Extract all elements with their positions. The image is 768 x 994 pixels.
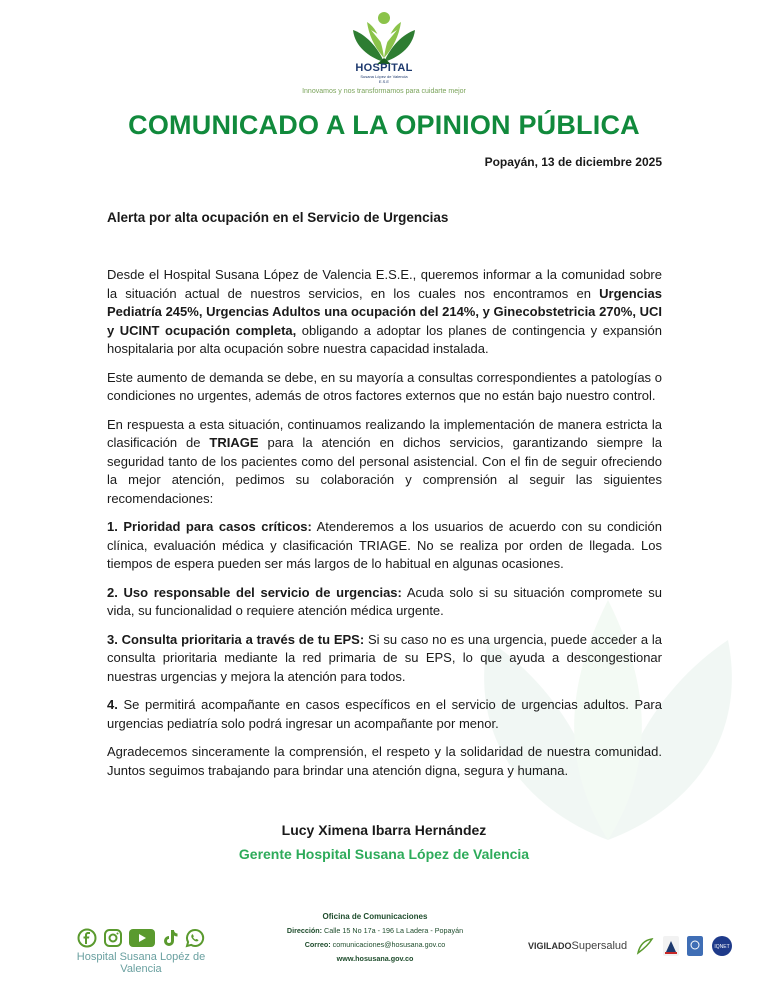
subject-heading: Alerta por alta ocupación en el Servicio de Urgencias (107, 210, 449, 225)
footer-hospital-name: Hospital Susana Lopéz de Valencia (76, 951, 206, 975)
office-name: Oficina de Comunicaciones (322, 912, 428, 921)
footer-social (56, 928, 226, 975)
tagline: Innovamos y nos transformamos para cuidarte mejor (302, 88, 466, 95)
youtube-icon[interactable] (129, 929, 155, 947)
hospital-logo (0, 8, 768, 95)
recommendation-1: 1. Prioridad para casos críticos: Atenderemos a los usuarios de acuerdo con su condición clínica, evaluación médica y clasificación TRIAGE. No se realiza por orden de llegada. Los tiempos de espera pueden ser más largos de lo habitual en algunas ocasiones. (107, 519, 663, 571)
signature-role: Gerente Hospital Susana López de Valencia (238, 846, 530, 862)
recommendation-3: 3. Consulta prioritaria a través de tu EPS: Si su caso no es una urgencia, puede acceder a la consulta prioritaria mediante la red primaria de su EPS, lo que ayuda a descongestionar nuestras urgencias y mejora la atención para todos. (107, 631, 662, 684)
date: Popayán, 13 de diciembre 2025 (484, 155, 662, 169)
whatsapp-icon[interactable] (185, 928, 205, 948)
paragraph-intro: Desde el Hospital Susana López de Valencia E.S.E., queremos informar a la comunidad sobre la situación actual de nuestros servicios, en los cuales nos encontramos en Urgencias Pediatría 245%, Urgencias Adultos una ocupación del 214%, y Ginecobstetricia 270%, UCI y UCINT ocupación completa, obligando a adoptar los planes de contingencia y expansión hospitalaria por alta ocupación sobre nuestra capacidad instalada. (107, 267, 662, 356)
signature-name: Lucy Ximena Ibarra Hernández (281, 822, 487, 838)
recommendation-2: 2. Uso responsable del servicio de urgencias: Acuda solo si su situación compromete su vida, su funcionalidad o requiere atención médica urgente. (107, 584, 662, 618)
website-link[interactable]: www.hosusana.gov.co (336, 954, 414, 963)
certification-badges (528, 935, 733, 957)
logo-subtitle: Susana López de Valencia (360, 74, 408, 79)
supersalud-leaf-icon (635, 936, 655, 956)
occupancy-stats: Urgencias Pediatría 245%, Urgencias Adultos una ocupación del 214%, y Ginecobstetricia 270%, UCI y UCINT ocupación completa, (107, 285, 662, 338)
email-link[interactable]: comunicaciones@hosusana.gov.co (330, 940, 446, 949)
address: Dirección: Calle 15 No 17a - 196 La Ladera - Popayán (286, 926, 464, 935)
page-title: COMUNICADO A LA OPINION PÚBLICA (128, 110, 640, 140)
instagram-icon[interactable] (103, 928, 123, 948)
facebook-icon[interactable] (77, 928, 97, 948)
footer-contact (280, 910, 470, 966)
iqnet-badge-icon (711, 935, 733, 957)
logo-name: HOSPITAL (355, 62, 413, 74)
tiktok-icon[interactable] (161, 928, 179, 948)
hospital-leaf-logo-icon (349, 8, 419, 64)
paragraph-demand: Este aumento de demanda se debe, en su mayoría a consultas correspondientes a patologías o condiciones no urgentes, además de otros factores externos que no están bajo nuestro control. (107, 369, 662, 403)
certification-badge-icon (663, 936, 679, 956)
paragraph-triage: En respuesta a esta situación, continuamos realizando la implementación de manera estricta la clasificación de TRIAGE para la atención en dichos servicios, garantizando siempre la seguridad tanto de los pacientes como del personal asistencial. Con el fin de seguir ofreciendo la mejor atención, pedimos su colaboración y comprensión al seguir las siguientes recomendaciones: (107, 416, 662, 506)
recommendation-4: 4. Se permitirá acompañante en casos específicos en el servicio de urgencias adultos. Para urgencias pediatría solo podrá ingresar un acompañante por menor. (107, 697, 662, 731)
paragraph-closing: Agradecemos sinceramente la comprensión, el respeto y la solidaridad de nuestra comunidad. Juntos seguimos trabajando para brindar una atención digna, segura y humana. (107, 744, 662, 778)
logo-ese: E.S.E (378, 79, 390, 84)
vigilado-supersalud: VIGILADOSupersalud (528, 940, 628, 952)
quality-badge-icon (687, 936, 703, 956)
body-text (107, 266, 662, 790)
email: Correo: comunicaciones@hosusana.gov.co (304, 940, 446, 949)
svg-text:IQNET: IQNET (714, 944, 730, 950)
